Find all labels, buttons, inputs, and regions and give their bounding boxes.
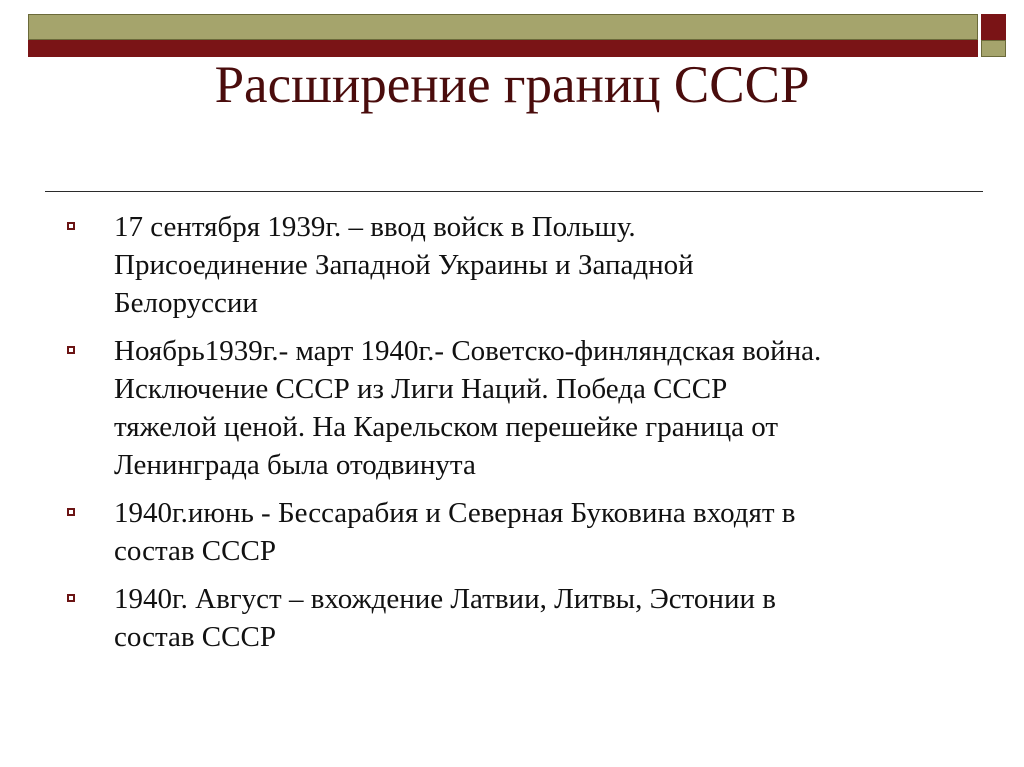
bullet-item <box>65 332 965 484</box>
hollow-square-icon <box>67 594 75 602</box>
bullet-line: Ленинграда была отодвинута <box>114 449 476 481</box>
bullet-line: состав СССР <box>114 535 276 567</box>
hollow-square-icon <box>67 222 75 230</box>
bullet-line: состав СССР <box>114 621 276 653</box>
bullet-item <box>65 208 965 322</box>
corner-square-maroon <box>981 14 1006 40</box>
hollow-square-icon <box>67 508 75 516</box>
bullet-list <box>65 208 965 666</box>
bullet-line: Исключение СССР из Лиги Наций. Победа СССР <box>114 373 728 405</box>
header-band-olive <box>28 14 978 40</box>
bullet-line: 1940г. Август – вхождение Латвии, Литвы, Эстонии в <box>114 583 776 615</box>
bullet-line: Белоруссии <box>114 287 258 319</box>
title-divider <box>45 191 983 192</box>
bullet-line: 17 сентября 1939г. – ввод войск в Польшу. <box>114 211 636 243</box>
bullet-line: Ноябрь1939г.- март 1940г.- Советско-финляндская война. <box>114 335 822 367</box>
bullet-line: Присоединение Западной Украины и Западной <box>114 249 694 281</box>
bullet-line: 1940г.июнь - Бессарабия и Северная Буковина входят в <box>114 497 796 529</box>
hollow-square-icon <box>67 346 75 354</box>
bullet-item <box>65 580 965 656</box>
slide-title: Расширение границ СССР <box>214 56 810 114</box>
bullet-line: тяжелой ценой. На Карельском перешейке граница от <box>114 411 779 443</box>
bullet-item <box>65 494 965 570</box>
